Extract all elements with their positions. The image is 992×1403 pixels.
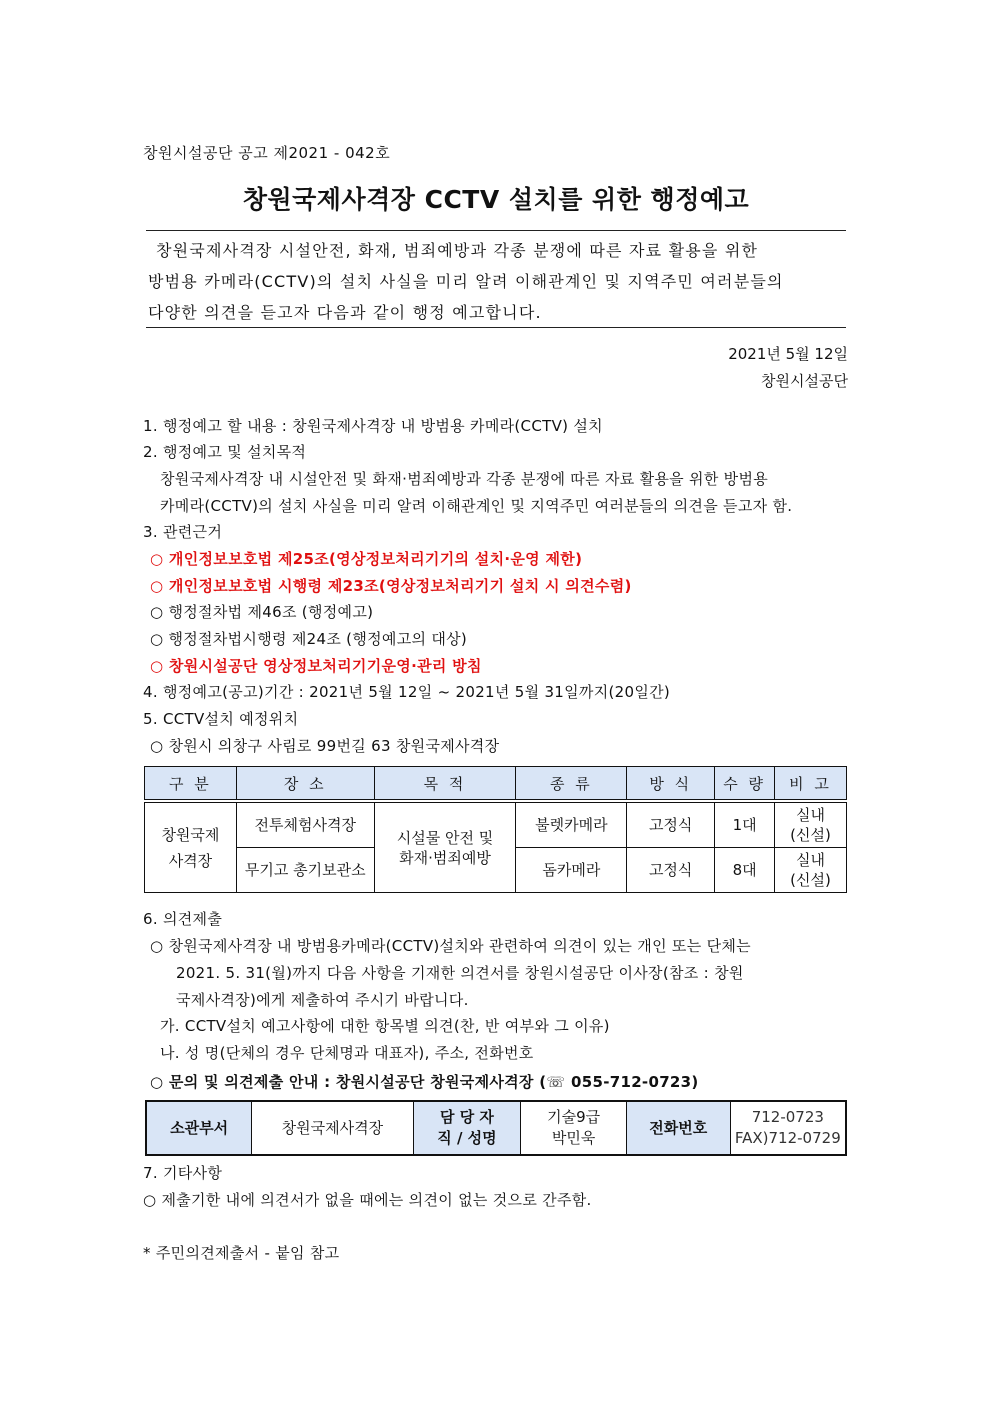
divider-top <box>146 230 846 231</box>
basis-item: ○ 개인정보보호법 시행령 제23조(영상정보처리기기 설치 시 의견수렴) <box>150 577 632 595</box>
issuer-name: 창원시설공단 <box>761 372 848 390</box>
submission-line: 2021. 5. 31(월)까지 다음 사항을 기재한 의견서를 창원시설공단 이사장(참조 : 창원 <box>176 964 744 982</box>
location-table <box>144 766 847 893</box>
footnote: * 주민의견제출서 - 붙임 참고 <box>143 1244 340 1262</box>
section-2-body: 카메라(CCTV)의 설치 사실을 미리 알려 이해관계인 및 지역주민 여러분들의 의견을 듣고자 함. <box>160 497 793 515</box>
note-line: (신설) <box>790 826 831 844</box>
header-type: 종 류 <box>516 767 627 800</box>
contact-row <box>146 1101 846 1155</box>
place-cell: 무기고 총기보관소 <box>236 848 374 893</box>
place-cell: 전투체험사격장 <box>236 803 374 848</box>
notice-number: 창원시설공단 공고 제2021 - 042호 <box>143 144 391 162</box>
note-cell <box>775 803 847 848</box>
section-4: 4. 행정예고(공고)기간 : 2021년 5월 12일 ~ 2021년 5월 31일까지(20일간) <box>143 683 671 701</box>
submission-item-a: 가. CCTV설치 예고사항에 대한 항목별 의견(찬, 반 여부와 그 이유) <box>160 1017 610 1035</box>
header-place: 장 소 <box>236 767 374 800</box>
method-cell: 고정식 <box>627 848 715 893</box>
basis-item: ○ 개인정보보호법 제25조(영상정보처리기기의 설치·운영 제한) <box>150 550 583 568</box>
note-cell <box>775 848 847 893</box>
quantity-cell: 1대 <box>715 803 775 848</box>
section-7: 7. 기타사항 <box>143 1164 223 1182</box>
header-quantity: 수 량 <box>715 767 775 800</box>
location-address: ○ 창원시 의창구 사림로 99번길 63 창원국제사격장 <box>150 737 500 755</box>
person-rank: 기술9급 <box>547 1108 601 1126</box>
section-2-body: 창원국제사격장 내 시설안전 및 화재·범죄예방과 각종 분쟁에 따른 자료 활용을 위한 방범용 <box>160 470 769 488</box>
issue-date-block <box>728 341 848 395</box>
person-label-line: 담 당 자 <box>439 1108 494 1126</box>
phone-number: 712-0723 <box>751 1108 824 1126</box>
submission-line: ○ 창원국제사격장 내 방범용카메라(CCTV)설치와 관련하여 의견이 있는 개인 또는 단체는 <box>150 937 751 955</box>
header-note: 비 고 <box>775 767 847 800</box>
note-line: 실내 <box>796 851 826 869</box>
purpose-line: 화재·범죄예방 <box>399 848 491 867</box>
type-cell: 돔카메라 <box>516 848 627 893</box>
person-label-line: 직 / 성명 <box>437 1129 497 1147</box>
intro-line: 방범용 카메라(CCTV)의 설치 사실을 미리 알려 이해관계인 및 지역주민 여러분들의 <box>148 272 784 291</box>
intro-paragraph <box>148 235 838 328</box>
section-5: 5. CCTV설치 예정위치 <box>143 710 299 728</box>
table-header-row <box>145 767 847 800</box>
dept-value: 창원국제사격장 <box>252 1101 413 1155</box>
method-cell: 고정식 <box>627 803 715 848</box>
section-1: 1. 행정예고 할 내용 : 창원국제사격장 내 방범용 카메라(CCTV) 설치 <box>143 417 603 435</box>
page-title: 창원국제사격장 CCTV 설치를 위한 행정예고 <box>242 185 750 214</box>
submission-line: 국제사격장)에게 제출하여 주시기 바랍니다. <box>176 991 469 1009</box>
basis-item: ○ 창원시설공단 영상정보처리기기운영·관리 방침 <box>150 657 482 675</box>
dept-label: 소관부서 <box>146 1101 252 1155</box>
note-line: (신설) <box>790 871 831 889</box>
divider-bottom <box>146 327 846 328</box>
table-row <box>145 803 847 848</box>
type-cell: 불렛카메라 <box>516 803 627 848</box>
phone-value <box>730 1101 846 1155</box>
issue-date: 2021년 5월 12일 <box>728 345 848 363</box>
intro-line: 다양한 의견을 듣고자 다음과 같이 행정 예고합니다. <box>148 303 542 322</box>
section-3: 3. 관련근거 <box>143 523 223 541</box>
purpose-line: 시설물 안전 및 <box>396 828 494 847</box>
header-category: 구 분 <box>145 767 237 800</box>
phone-label: 전화번호 <box>626 1101 730 1155</box>
section-6: 6. 의견제출 <box>143 910 223 928</box>
purpose-cell <box>374 803 516 893</box>
contact-guide: ○ 문의 및 의견제출 안내 : 창원시설공단 창원국제사격장 (☏ 055-712-0723) <box>150 1073 699 1091</box>
person-name: 박민욱 <box>551 1129 596 1147</box>
person-value <box>521 1101 627 1155</box>
basis-item: ○ 행정절차법시행령 제24조 (행정예고의 대상) <box>150 630 468 648</box>
header-purpose: 목 적 <box>374 767 516 800</box>
submission-item-b: 나. 성 명(단체의 경우 단체명과 대표자), 주소, 전화번호 <box>160 1044 534 1062</box>
fax-number: FAX)712-0729 <box>734 1129 841 1147</box>
person-label <box>413 1101 521 1155</box>
intro-line: 창원국제사격장 시설안전, 화재, 범죄예방과 각종 분쟁에 따른 자료 활용을 위한 <box>156 241 759 260</box>
header-method: 방 식 <box>627 767 715 800</box>
section-2: 2. 행정예고 및 설치목적 <box>143 443 307 461</box>
contact-table <box>145 1100 847 1156</box>
basis-item: ○ 행정절차법 제46조 (행정예고) <box>150 603 374 621</box>
note-line: 실내 <box>796 806 826 824</box>
category-line: 창원국제 <box>161 825 220 844</box>
other-item: ○ 제출기한 내에 의견서가 없을 때에는 의견이 없는 것으로 간주함. <box>143 1191 592 1209</box>
quantity-cell: 8대 <box>715 848 775 893</box>
category-line: 사격장 <box>168 851 213 870</box>
category-cell <box>145 803 237 893</box>
